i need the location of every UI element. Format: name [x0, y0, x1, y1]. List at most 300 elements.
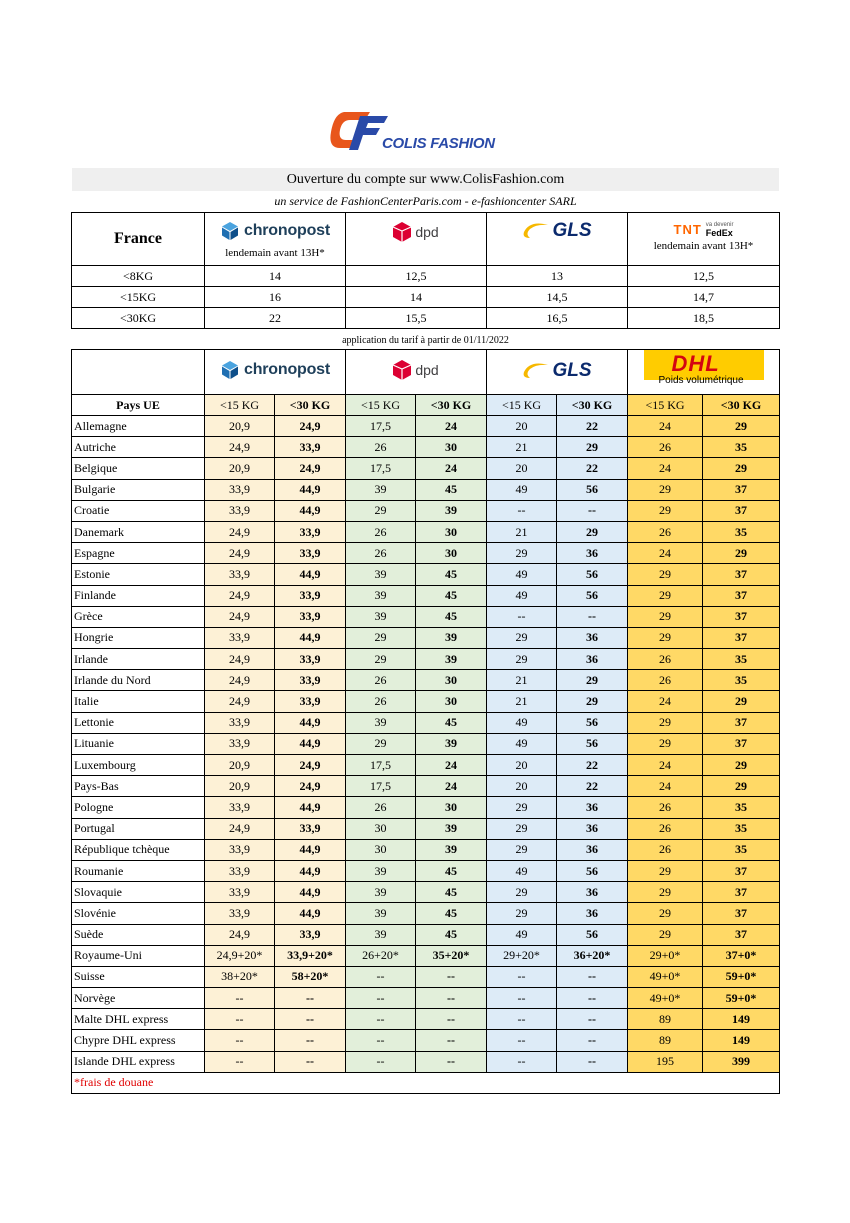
- price-cell: 45: [416, 606, 487, 627]
- price-cell: 39: [346, 564, 416, 585]
- dpd-name: dpd: [415, 224, 439, 240]
- price-cell: 36: [557, 839, 628, 860]
- price-cell: 29: [628, 882, 703, 903]
- price-cell: 24,9: [205, 670, 275, 691]
- price-cell: 21: [487, 437, 557, 458]
- price-cell: 29+0*: [628, 945, 703, 966]
- price-cell: 21: [487, 521, 557, 542]
- price-cell: 29: [628, 924, 703, 945]
- france-row: [72, 308, 780, 329]
- price-cell: 24,9: [205, 543, 275, 564]
- price-cell: 33,9: [275, 924, 346, 945]
- price-cell: 24: [628, 691, 703, 712]
- price-cell: 14: [205, 266, 346, 287]
- price-cell: 45: [416, 585, 487, 606]
- price-cell: 26: [628, 797, 703, 818]
- price-cell: 33,9: [205, 797, 275, 818]
- chronopost-logo: [220, 221, 330, 241]
- price-cell: 17,5: [346, 776, 416, 797]
- price-cell: 20: [487, 458, 557, 479]
- price-cell: 29: [628, 500, 703, 521]
- price-cell: 39: [346, 903, 416, 924]
- price-cell: 59+0*: [703, 966, 780, 987]
- price-cell: 56: [557, 733, 628, 754]
- price-cell: 21: [487, 670, 557, 691]
- price-cell: 35: [703, 797, 780, 818]
- weight-header: <15 KG: [346, 395, 416, 416]
- price-cell: 22: [205, 308, 346, 329]
- price-cell: 38+20*: [205, 966, 275, 987]
- logo-text: COLIS FASHION: [382, 135, 495, 152]
- price-cell: 37: [703, 903, 780, 924]
- chronopost-cube-icon: [220, 221, 240, 241]
- price-cell: --: [205, 1051, 275, 1072]
- country-row: [72, 1051, 780, 1072]
- price-cell: 24: [628, 755, 703, 776]
- price-cell: --: [416, 1030, 487, 1051]
- price-cell: 24,9: [275, 755, 346, 776]
- weight-cell: <30KG: [72, 308, 205, 329]
- price-cell: 39: [346, 924, 416, 945]
- price-cell: 49+0*: [628, 966, 703, 987]
- price-cell: --: [557, 1051, 628, 1072]
- country-row: [72, 416, 780, 437]
- price-cell: --: [487, 1009, 557, 1030]
- price-cell: 26: [346, 521, 416, 542]
- price-cell: 29: [628, 712, 703, 733]
- price-cell: --: [346, 988, 416, 1009]
- price-cell: 20,9: [205, 458, 275, 479]
- price-cell: 45: [416, 882, 487, 903]
- price-cell: 24,9: [205, 818, 275, 839]
- footnote-row: [72, 1072, 780, 1093]
- gls-header: [487, 350, 628, 395]
- price-cell: 33,9: [275, 521, 346, 542]
- price-cell: 195: [628, 1051, 703, 1072]
- price-cell: 35: [703, 818, 780, 839]
- price-cell: 33,9: [275, 543, 346, 564]
- price-cell: 39: [416, 818, 487, 839]
- country-name: Danemark: [72, 521, 205, 542]
- country-row: [72, 839, 780, 860]
- price-cell: 26: [346, 437, 416, 458]
- price-cell: 37: [703, 882, 780, 903]
- price-cell: 20: [487, 776, 557, 797]
- price-cell: 49: [487, 712, 557, 733]
- price-cell: 29+20*: [487, 945, 557, 966]
- country-name: Norvège: [72, 988, 205, 1009]
- price-cell: --: [275, 1051, 346, 1072]
- price-cell: 22: [557, 416, 628, 437]
- country-row: [72, 564, 780, 585]
- price-cell: 39: [346, 882, 416, 903]
- country-name: Belgique: [72, 458, 205, 479]
- price-cell: 29: [628, 733, 703, 754]
- price-cell: 33,9: [205, 627, 275, 648]
- eu-corner-cell: [72, 350, 205, 395]
- dpd-header: [346, 350, 487, 395]
- price-cell: 29: [628, 903, 703, 924]
- price-cell: 49: [487, 733, 557, 754]
- price-cell: 39: [346, 712, 416, 733]
- price-cell: 37: [703, 733, 780, 754]
- price-cell: 35: [703, 521, 780, 542]
- price-cell: 29: [703, 776, 780, 797]
- country-row: [72, 691, 780, 712]
- weight-header: <15 KG: [628, 395, 703, 416]
- price-cell: 33,9: [275, 670, 346, 691]
- price-cell: 29: [487, 903, 557, 924]
- price-cell: 39: [346, 585, 416, 606]
- price-cell: 33,9: [275, 585, 346, 606]
- gls-name: GLS: [552, 220, 592, 241]
- price-cell: 49: [487, 585, 557, 606]
- country-row: [72, 479, 780, 500]
- price-cell: 24: [628, 458, 703, 479]
- price-cell: --: [205, 1009, 275, 1030]
- price-cell: --: [275, 1009, 346, 1030]
- price-cell: --: [416, 1051, 487, 1072]
- country-name: Slovénie: [72, 903, 205, 924]
- customs-footnote: *frais de douane: [72, 1072, 780, 1093]
- price-cell: 30: [416, 521, 487, 542]
- price-cell: 24,9: [275, 416, 346, 437]
- price-cell: 26: [628, 437, 703, 458]
- price-cell: --: [346, 966, 416, 987]
- price-cell: --: [416, 988, 487, 1009]
- price-cell: 24,9: [205, 437, 275, 458]
- price-cell: 44,9: [275, 797, 346, 818]
- price-cell: 29: [346, 649, 416, 670]
- price-cell: 33,9: [275, 818, 346, 839]
- dpd-logo: [393, 360, 438, 380]
- weight-cell: <15KG: [72, 287, 205, 308]
- price-cell: 26: [346, 691, 416, 712]
- country-row: [72, 860, 780, 881]
- country-row: [72, 988, 780, 1009]
- fedex-name: FedEx: [705, 228, 733, 238]
- price-cell: 45: [416, 860, 487, 881]
- price-cell: --: [487, 500, 557, 521]
- price-cell: 35: [703, 649, 780, 670]
- price-cell: 21: [487, 691, 557, 712]
- country-name: Autriche: [72, 437, 205, 458]
- price-cell: 399: [703, 1051, 780, 1072]
- country-row: [72, 437, 780, 458]
- price-cell: 29: [703, 755, 780, 776]
- price-cell: 20,9: [205, 755, 275, 776]
- price-cell: 56: [557, 564, 628, 585]
- country-row: [72, 755, 780, 776]
- price-cell: --: [416, 1009, 487, 1030]
- price-cell: 12,5: [346, 266, 487, 287]
- price-cell: 49: [487, 860, 557, 881]
- gls-name: GLS: [552, 360, 592, 381]
- price-cell: 37: [703, 479, 780, 500]
- price-cell: 24: [416, 458, 487, 479]
- price-cell: 20,9: [205, 776, 275, 797]
- country-name: Islande DHL express: [72, 1051, 205, 1072]
- price-cell: 49: [487, 564, 557, 585]
- price-cell: 30: [416, 691, 487, 712]
- price-cell: 24,9: [205, 606, 275, 627]
- price-cell: 22: [557, 458, 628, 479]
- tnt-fedex-logo: [674, 221, 734, 237]
- price-cell: 29: [628, 606, 703, 627]
- price-cell: 29: [557, 670, 628, 691]
- eu-rates-table: [71, 349, 780, 1094]
- country-name: Croatie: [72, 500, 205, 521]
- application-note: application du tarif à partir de 01/11/2022: [342, 335, 509, 346]
- price-cell: --: [557, 606, 628, 627]
- country-row: [72, 606, 780, 627]
- price-cell: 36: [557, 882, 628, 903]
- price-cell: 24,9: [205, 521, 275, 542]
- country-row: [72, 797, 780, 818]
- country-name: Slovaquie: [72, 882, 205, 903]
- price-cell: 29: [487, 839, 557, 860]
- price-cell: 24: [628, 776, 703, 797]
- price-cell: 33,9: [275, 606, 346, 627]
- pays-ue-label: Pays UE: [72, 395, 205, 416]
- gls-logo: [522, 360, 591, 382]
- price-cell: 36: [557, 627, 628, 648]
- price-cell: 29: [703, 691, 780, 712]
- country-name: Hongrie: [72, 627, 205, 648]
- france-title: France: [72, 213, 205, 266]
- price-cell: 29: [487, 797, 557, 818]
- price-cell: 49: [487, 924, 557, 945]
- dpd-logo: [393, 222, 438, 242]
- dpd-header: [346, 213, 487, 266]
- price-cell: 29: [487, 818, 557, 839]
- country-name: Lituanie: [72, 733, 205, 754]
- price-cell: --: [205, 988, 275, 1009]
- cf-logo-icon: [330, 108, 390, 154]
- country-name: Pays-Bas: [72, 776, 205, 797]
- gls-swoosh-icon: [522, 222, 548, 240]
- price-cell: 33,9: [205, 564, 275, 585]
- price-cell: 45: [416, 564, 487, 585]
- weight-header: <15 KG: [487, 395, 557, 416]
- price-cell: --: [346, 1009, 416, 1030]
- price-cell: 29: [487, 649, 557, 670]
- price-cell: --: [275, 988, 346, 1009]
- price-cell: 29: [487, 543, 557, 564]
- country-row: [72, 712, 780, 733]
- chronopost-cube-icon: [220, 360, 240, 380]
- country-row: [72, 585, 780, 606]
- country-name: Portugal: [72, 818, 205, 839]
- price-cell: 33,9: [205, 860, 275, 881]
- price-cell: 17,5: [346, 755, 416, 776]
- price-cell: 24,9: [275, 458, 346, 479]
- price-cell: 35: [703, 437, 780, 458]
- price-cell: 30: [346, 818, 416, 839]
- weight-header: <30 KG: [275, 395, 346, 416]
- price-cell: 56: [557, 860, 628, 881]
- gls-header: [487, 213, 628, 266]
- price-cell: 26: [346, 543, 416, 564]
- price-cell: 17,5: [346, 416, 416, 437]
- price-cell: 44,9: [275, 564, 346, 585]
- chronopost-caption: lendemain avant 13H*: [225, 247, 325, 259]
- dpd-cube-icon: [393, 222, 411, 242]
- country-name: Pologne: [72, 797, 205, 818]
- price-cell: 45: [416, 712, 487, 733]
- price-cell: 56: [557, 479, 628, 500]
- price-cell: 17,5: [346, 458, 416, 479]
- price-cell: 20,9: [205, 416, 275, 437]
- price-cell: 14: [346, 287, 487, 308]
- price-cell: 29: [346, 733, 416, 754]
- price-cell: 39: [416, 649, 487, 670]
- country-name: République tchèque: [72, 839, 205, 860]
- france-row: [72, 287, 780, 308]
- france-header-row: [72, 213, 780, 266]
- price-cell: 37: [703, 712, 780, 733]
- price-cell: 29: [557, 521, 628, 542]
- country-row: [72, 818, 780, 839]
- country-row: [72, 627, 780, 648]
- country-name: Espagne: [72, 543, 205, 564]
- price-cell: 29: [487, 627, 557, 648]
- chronopost-name: chronopost: [244, 222, 330, 239]
- price-cell: 29: [346, 500, 416, 521]
- gls-swoosh-icon: [522, 362, 548, 380]
- price-cell: 33,9: [205, 712, 275, 733]
- price-cell: 56: [557, 924, 628, 945]
- price-cell: 29: [487, 882, 557, 903]
- country-name: Irlande: [72, 649, 205, 670]
- country-name: Royaume-Uni: [72, 945, 205, 966]
- chronopost-name: chronopost: [244, 361, 330, 378]
- price-cell: 33,9: [275, 649, 346, 670]
- price-cell: 33,9: [205, 903, 275, 924]
- gls-logo: [522, 220, 591, 242]
- price-cell: --: [557, 500, 628, 521]
- country-row: [72, 733, 780, 754]
- price-cell: 37: [703, 500, 780, 521]
- price-cell: 35+20*: [416, 945, 487, 966]
- price-cell: 29: [703, 543, 780, 564]
- price-cell: 29: [703, 458, 780, 479]
- country-name: Suisse: [72, 966, 205, 987]
- price-cell: 36: [557, 543, 628, 564]
- price-cell: 26: [628, 818, 703, 839]
- price-cell: 39: [416, 500, 487, 521]
- weight-header: <30 KG: [703, 395, 780, 416]
- price-cell: 26+20*: [346, 945, 416, 966]
- price-cell: 33,9+20*: [275, 945, 346, 966]
- price-cell: 39: [346, 479, 416, 500]
- eu-header-row: [72, 350, 780, 395]
- price-cell: 29: [346, 627, 416, 648]
- price-cell: 45: [416, 924, 487, 945]
- price-cell: 24,9: [205, 691, 275, 712]
- price-cell: 39: [416, 733, 487, 754]
- weight-header: <30 KG: [557, 395, 628, 416]
- volumetric-weight-note: Poids volumétrique: [658, 375, 744, 386]
- price-cell: --: [557, 1030, 628, 1051]
- country-row: [72, 1030, 780, 1051]
- price-cell: 26: [628, 649, 703, 670]
- price-cell: 37: [703, 924, 780, 945]
- country-name: Bulgarie: [72, 479, 205, 500]
- country-name: Estonie: [72, 564, 205, 585]
- price-cell: 56: [557, 712, 628, 733]
- price-cell: 29: [628, 479, 703, 500]
- chronopost-logo: [220, 360, 330, 380]
- price-cell: 22: [557, 755, 628, 776]
- price-cell: 12,5: [628, 266, 780, 287]
- price-cell: --: [557, 1009, 628, 1030]
- price-cell: 30: [416, 543, 487, 564]
- dhl-name: DHL: [671, 351, 720, 376]
- price-cell: 39: [346, 606, 416, 627]
- price-cell: --: [416, 966, 487, 987]
- price-cell: --: [487, 1030, 557, 1051]
- price-cell: --: [487, 606, 557, 627]
- price-cell: 24,9: [205, 585, 275, 606]
- country-row: [72, 966, 780, 987]
- price-cell: 33,9: [275, 691, 346, 712]
- service-subtitle: un service de FashionCenterParis.com - e-fashioncenter SARL: [274, 194, 577, 208]
- price-cell: 30: [416, 670, 487, 691]
- price-cell: 26: [346, 797, 416, 818]
- country-row: [72, 776, 780, 797]
- price-cell: 36: [557, 818, 628, 839]
- price-cell: 36: [557, 903, 628, 924]
- price-cell: --: [275, 1030, 346, 1051]
- country-row: [72, 882, 780, 903]
- country-row: [72, 521, 780, 542]
- weight-header: <30 KG: [416, 395, 487, 416]
- tnt-caption: lendemain avant 13H*: [653, 239, 754, 252]
- price-cell: 29: [628, 585, 703, 606]
- country-name: Suède: [72, 924, 205, 945]
- country-row: [72, 543, 780, 564]
- country-name: Grèce: [72, 606, 205, 627]
- price-cell: 49: [487, 479, 557, 500]
- price-cell: 26: [628, 521, 703, 542]
- price-cell: 24,9: [205, 649, 275, 670]
- country-row: [72, 500, 780, 521]
- weight-cell: <8KG: [72, 266, 205, 287]
- price-cell: 30: [416, 437, 487, 458]
- price-cell: 37+0*: [703, 945, 780, 966]
- price-cell: 20: [487, 416, 557, 437]
- price-cell: 35: [703, 839, 780, 860]
- price-cell: 29: [703, 416, 780, 437]
- price-cell: 26: [628, 839, 703, 860]
- price-cell: 20: [487, 755, 557, 776]
- price-cell: 49+0*: [628, 988, 703, 1009]
- country-row: [72, 945, 780, 966]
- price-cell: 37: [703, 627, 780, 648]
- price-cell: --: [346, 1051, 416, 1072]
- price-cell: 24,9: [275, 776, 346, 797]
- price-cell: 36: [557, 649, 628, 670]
- price-cell: 30: [416, 797, 487, 818]
- country-name: Finlande: [72, 585, 205, 606]
- price-cell: 33,9: [275, 437, 346, 458]
- price-cell: 45: [416, 479, 487, 500]
- price-cell: 33,9: [205, 882, 275, 903]
- price-cell: 16: [205, 287, 346, 308]
- price-cell: 14,7: [628, 287, 780, 308]
- price-cell: 29: [557, 691, 628, 712]
